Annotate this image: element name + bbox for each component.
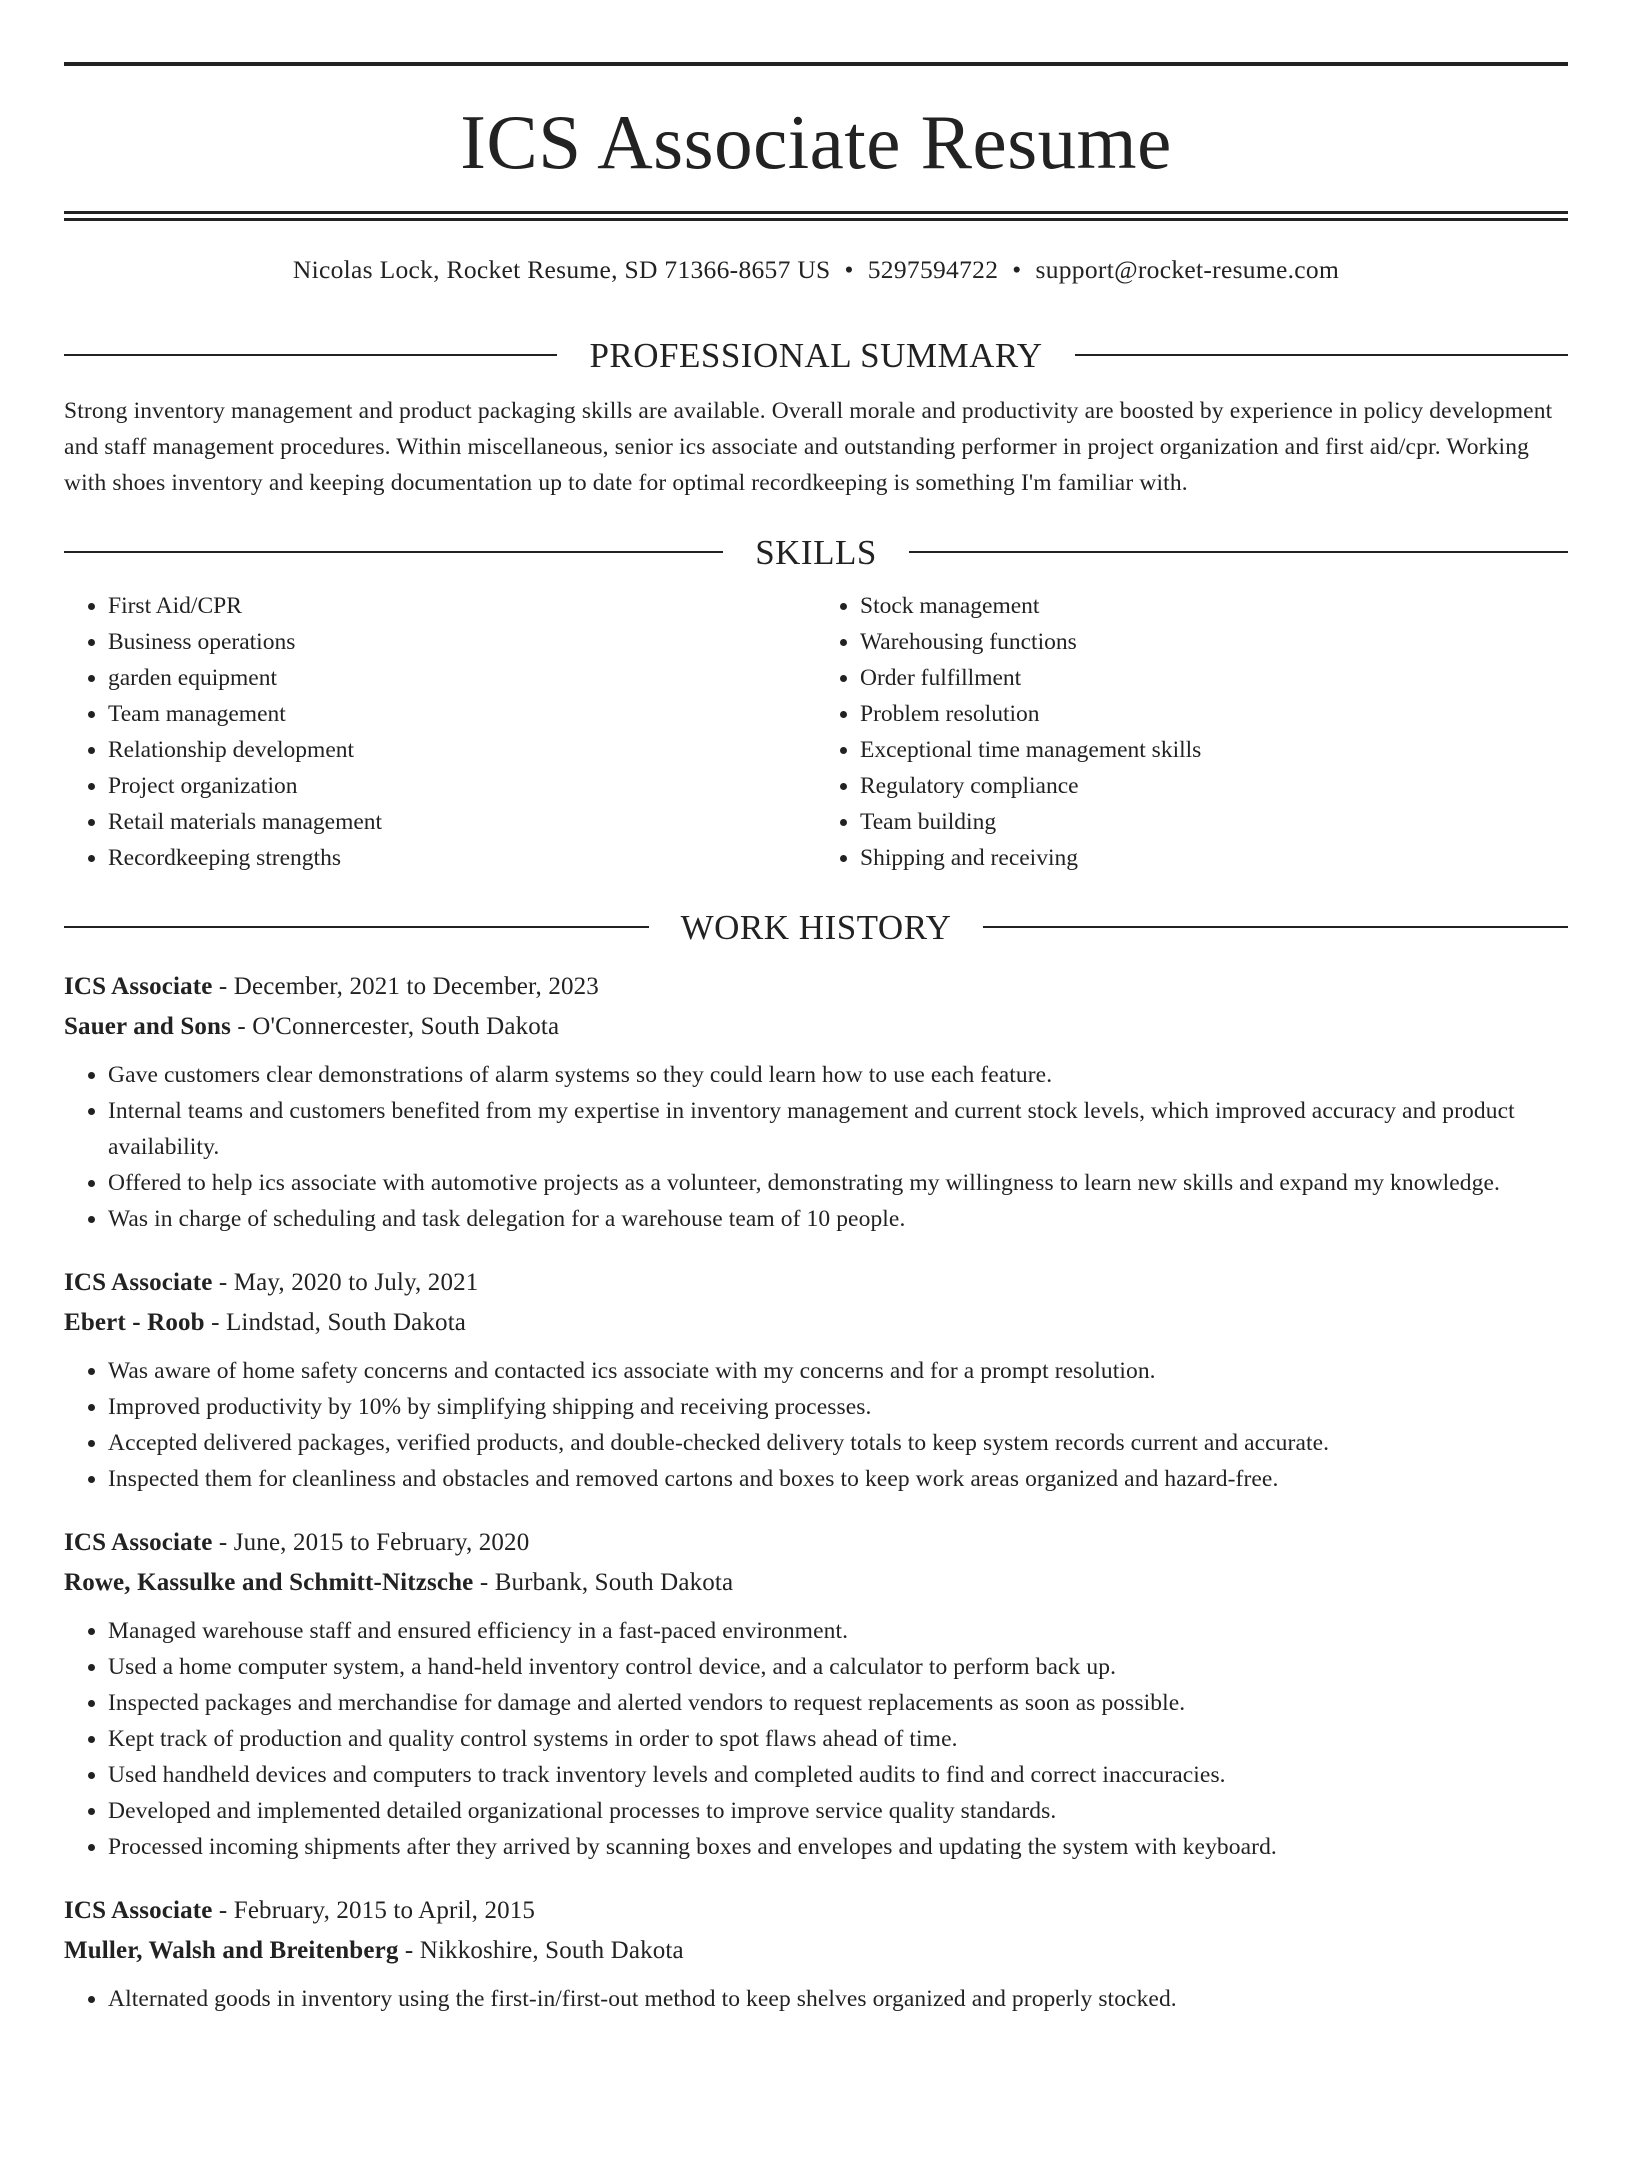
job-bullets [64,1981,1568,2017]
job-dates: - June, 2015 to February, 2020 [212,1528,530,1556]
job-bullet: • Gave customers clear demonstrations of alarm systems so they could learn how to use each feature. [108,1057,1568,1093]
section-rule-right [983,926,1568,928]
skill-item: • First Aid/CPR [108,588,816,624]
contact-email[interactable]: support@rocket-resume.com [1035,255,1340,284]
job-company: Rowe, Kassulke and Schmitt-Nitzsche [64,1568,474,1596]
job-title: ICS Associate [64,972,213,1000]
contact-phone: 5297594722 [867,255,999,284]
job-location: - O'Connercester, South Dakota [231,1012,560,1040]
job-entry [64,1523,1568,1865]
resume-page [0,62,1632,2174]
section-rule-left [64,354,557,356]
job-bullet: • Inspected packages and merchandise for damage and alerted vendors to request replacements as soon as possible. [108,1685,1568,1721]
job-dates: - February, 2015 to April, 2015 [212,1896,536,1924]
contact-separator: • [1012,255,1022,284]
job-bullets [64,1057,1568,1237]
job-bullet: • Processed incoming shipments after they arrived by scanning boxes and envelopes and updating the system with keyboard. [108,1829,1568,1865]
job-company-line [64,1303,1568,1343]
job-title-line [64,1523,1568,1563]
skills-column-right [816,588,1568,876]
job-company: Ebert - Roob [64,1308,205,1336]
job-bullet: • Developed and implemented detailed organizational processes to improve service quality standards. [108,1793,1568,1829]
job-bullet: • Used handheld devices and computers to track inventory levels and completed audits to find and correct inaccuracies. [108,1757,1568,1793]
section-rule-right [1075,354,1568,356]
job-title: ICS Associate [64,1528,213,1556]
job-entry [64,1263,1568,1497]
skill-item: • Problem resolution [860,696,1568,732]
skill-item: • Stock management [860,588,1568,624]
job-company-line [64,1563,1568,1603]
section-title: SKILLS [755,532,877,572]
job-title-line [64,1263,1568,1303]
section-title: PROFESSIONAL SUMMARY [589,335,1043,375]
job-bullet: • Used a home computer system, a hand-held inventory control device, and a calculator to perform back up. [108,1649,1568,1685]
job-bullet: • Internal teams and customers benefited from my expertise in inventory management and current stock levels, which improved accuracy and product availability. [108,1093,1568,1165]
job-bullet: • Offered to help ics associate with automotive projects as a volunteer, demonstrating my willingness to learn new skills and expand my knowledge. [108,1165,1568,1201]
contact-separator: • [844,255,854,284]
page-title: ICS Associate Resume [460,99,1172,185]
section-title: WORK HISTORY [680,907,952,947]
contact-line [64,255,1568,286]
job-company-line [64,1007,1568,1047]
section-heading-summary [64,335,1568,375]
section-heading-skills [64,532,1568,572]
title-bottom-double-rule [64,211,1568,221]
job-title: ICS Associate [64,1268,213,1296]
job-location: - Lindstad, South Dakota [204,1308,467,1336]
job-dates: - May, 2020 to July, 2021 [212,1268,479,1296]
contact-address: Nicolas Lock, Rocket Resume, SD 71366-8657 US [292,255,831,284]
job-company-line [64,1931,1568,1971]
job-dates: - December, 2021 to December, 2023 [212,972,599,1000]
skill-item: • Team building [860,804,1568,840]
job-bullet: • Was in charge of scheduling and task delegation for a warehouse team of 10 people. [108,1201,1568,1237]
job-bullet: • Alternated goods in inventory using the first-in/first-out method to keep shelves organized and properly stocked. [108,1981,1568,2017]
job-bullet: • Was aware of home safety concerns and contacted ics associate with my concerns and for a prompt resolution. [108,1353,1568,1389]
skills-list [64,588,1568,876]
section-rule-left [64,551,723,553]
skill-item: • Recordkeeping strengths [108,840,816,876]
job-bullet: • Improved productivity by 10% by simplifying shipping and receiving processes. [108,1389,1568,1425]
skill-item: • Retail materials management [108,804,816,840]
skill-item: • Project organization [108,768,816,804]
job-entry [64,967,1568,1237]
job-company: Muller, Walsh and Breitenberg [64,1936,399,1964]
section-heading-work-history [64,907,1568,947]
skill-item: • Relationship development [108,732,816,768]
skill-item: • Business operations [108,624,816,660]
skill-item: • garden equipment [108,660,816,696]
skills-column-left [64,588,816,876]
skill-item: • Exceptional time management skills [860,732,1568,768]
job-bullets [64,1613,1568,1865]
job-bullets [64,1353,1568,1497]
skill-item: • Warehousing functions [860,624,1568,660]
job-title-line [64,967,1568,1007]
job-location: - Burbank, South Dakota [473,1568,734,1596]
skill-item: • Order fulfillment [860,660,1568,696]
skill-item: • Team management [108,696,816,732]
job-bullet: • Accepted delivered packages, verified products, and double-checked delivery totals to keep system records current and accurate. [108,1425,1568,1461]
job-company: Sauer and Sons [64,1012,231,1040]
skill-item: • Regulatory compliance [860,768,1568,804]
section-rule-right [909,551,1568,553]
summary-paragraph: Strong inventory management and product packaging skills are available. Overall morale and productivity are boosted by experience in policy development and staff management procedures. Within miscellaneous, senior ics associate and outstanding performer in project organization and first aid/cpr. Working with shoes inventory and keeping documentation up to date for optimal recordkeeping is something I'm familiar with. [64,397,1553,496]
job-title: ICS Associate [64,1896,213,1924]
skill-item: • Shipping and receiving [860,840,1568,876]
job-bullet: • Kept track of production and quality control systems in order to spot flaws ahead of time. [108,1721,1568,1757]
job-bullet: • Inspected them for cleanliness and obstacles and removed cartons and boxes to keep work areas organized and hazard-free. [108,1461,1568,1497]
job-entry [64,1891,1568,2017]
job-location: - Nikkoshire, South Dakota [398,1936,684,1964]
section-rule-left [64,926,649,928]
job-bullet: • Managed warehouse staff and ensured efficiency in a fast-paced environment. [108,1613,1568,1649]
job-title-line [64,1891,1568,1931]
